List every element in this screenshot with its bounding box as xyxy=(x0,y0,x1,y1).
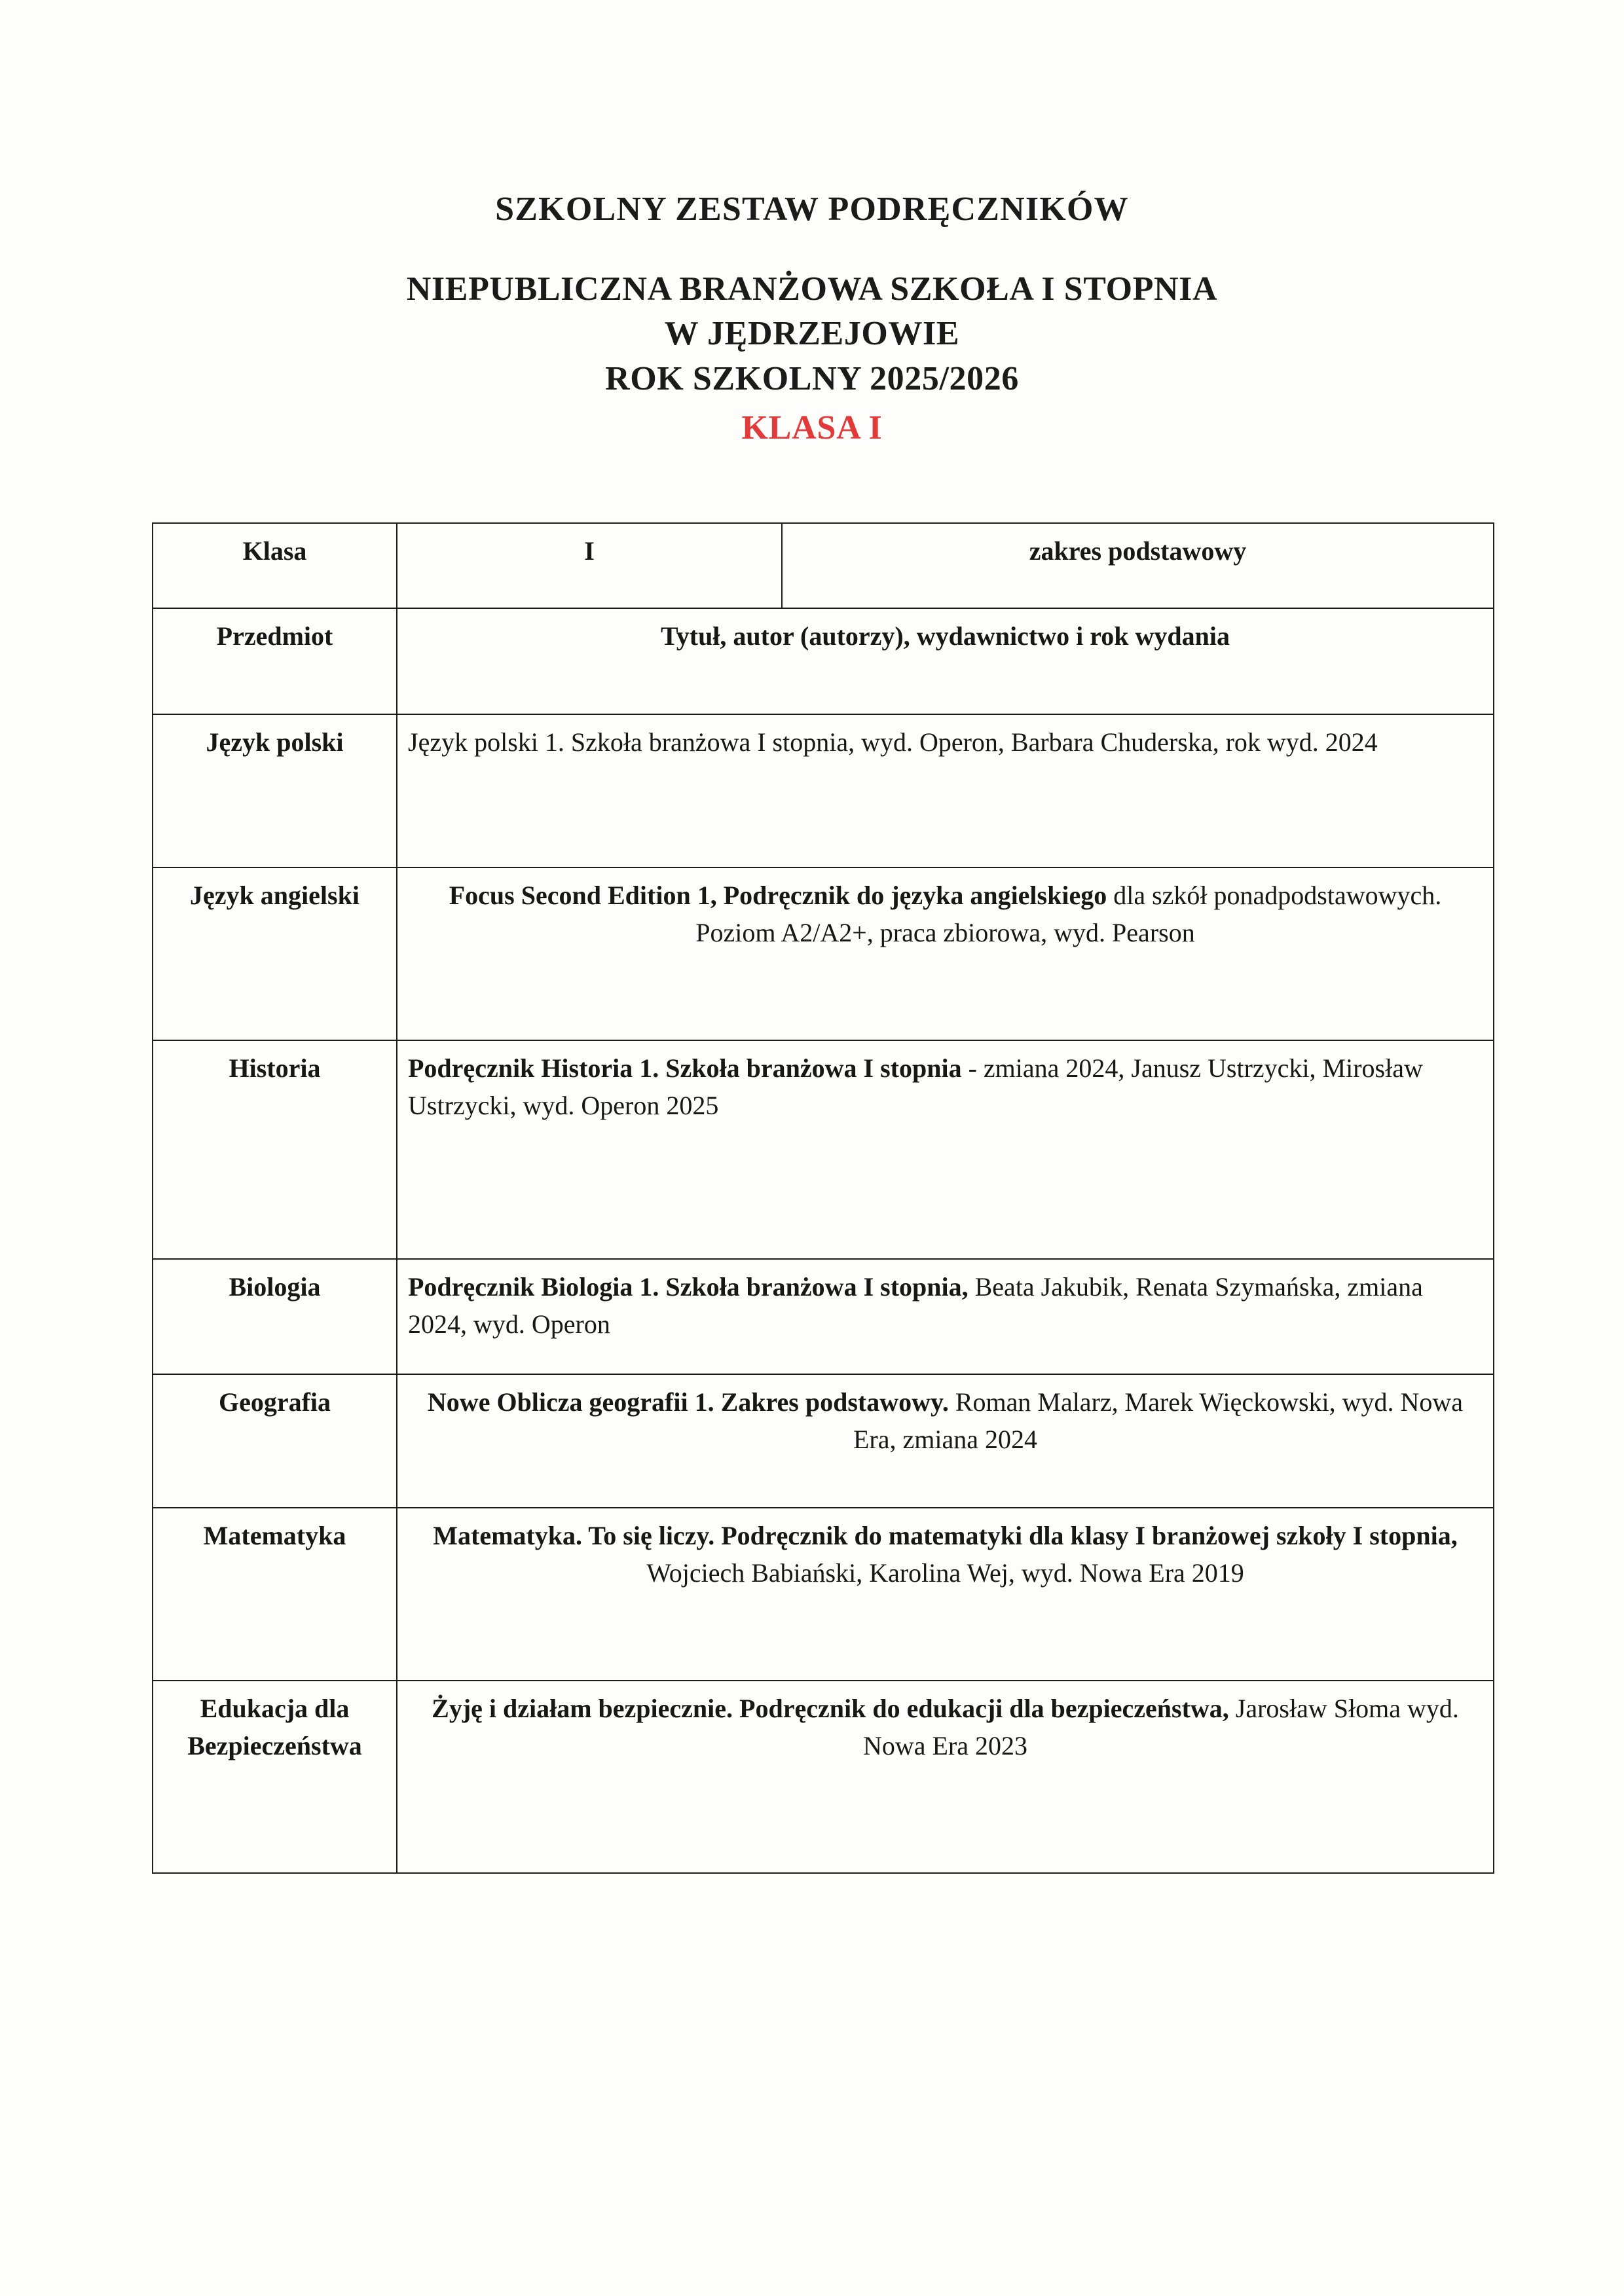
cell-subject-name: Język polski xyxy=(153,714,397,867)
cell-book-details xyxy=(397,1040,1494,1259)
table-row xyxy=(153,1508,1494,1681)
table-row xyxy=(153,1374,1494,1508)
school-city: W JĘDRZEJOWIE xyxy=(664,315,960,353)
cell-subject-name: Historia xyxy=(153,1040,397,1259)
books-table-container xyxy=(152,522,1493,1874)
books-table xyxy=(152,522,1494,1874)
cell-book-details xyxy=(397,867,1494,1040)
cell-book-details xyxy=(397,714,1494,867)
cell-subject-name: Matematyka xyxy=(153,1508,397,1681)
class-label: KLASA I xyxy=(741,409,883,446)
cell-subject-name xyxy=(153,1681,397,1873)
book-title-bold: Matematyka. To się liczy. Podręcznik do matematyki dla klasy I branżowej szkoły I stopnia, xyxy=(433,1521,1458,1550)
table-row-class-header xyxy=(153,523,1494,608)
book-text: Wojciech Babiański, Karolina Wej, wyd. Nowa Era 2019 xyxy=(646,1558,1244,1588)
cell-subject-name: Język angielski xyxy=(153,867,397,1040)
cell-subject-name: Geografia xyxy=(153,1374,397,1508)
cell-book-details xyxy=(397,1374,1494,1508)
book-title-bold: Podręcznik Historia 1. Szkoła branżowa I stopnia xyxy=(408,1053,962,1083)
book-title-bold: Żyję i działam bezpiecznie. Podręcznik do edukacji dla bezpieczeństwa, xyxy=(432,1694,1229,1723)
table-row xyxy=(153,714,1494,867)
page-title: SZKOLNY ZESTAW PODRĘCZNIKÓW xyxy=(495,191,1129,228)
cell-details-header: Tytuł, autor (autorzy), wydawnictwo i rok wydania xyxy=(397,608,1494,714)
book-text: Roman Malarz, Marek Więckowski, wyd. Nowa Era, zmiana 2024 xyxy=(853,1387,1464,1454)
table-row xyxy=(153,1259,1494,1374)
book-title-bold: Podręcznik Biologia 1. Szkoła branżowa I stopnia, xyxy=(408,1272,969,1302)
cell-klasa-value: I xyxy=(397,523,782,608)
book-text: Język polski 1. Szkoła branżowa I stopnia, wyd. Operon, Barbara Chuderska, rok wyd. 2024 xyxy=(408,727,1378,757)
book-title-bold: Focus Second Edition 1, Podręcznik do języka angielskiego xyxy=(449,881,1107,910)
table-row xyxy=(153,1040,1494,1259)
cell-scope-value: zakres podstawowy xyxy=(782,523,1494,608)
book-text: Jarosław Słoma wyd. Nowa Era 2023 xyxy=(862,1694,1459,1760)
cell-klasa-label: Klasa xyxy=(153,523,397,608)
subject-line-1: Edukacja dla xyxy=(200,1694,350,1723)
book-text: dla szkół ponadpodstawowych. Poziom A2/A2+, praca zbiorowa, wyd. Pearson xyxy=(695,881,1442,947)
cell-book-details xyxy=(397,1259,1494,1374)
book-title-bold: Nowe Oblicza geografii 1. Zakres podstawowy. xyxy=(427,1387,949,1417)
subject-line-2: Bezpieczeństwa xyxy=(187,1730,362,1760)
table-row-column-headers xyxy=(153,608,1494,714)
cell-book-details xyxy=(397,1681,1494,1873)
school-name: NIEPUBLICZNA BRANŻOWA SZKOŁA I STOPNIA xyxy=(406,270,1218,308)
document-headings xyxy=(0,190,1624,450)
table-row xyxy=(153,1681,1494,1873)
school-year: ROK SZKOLNY 2025/2026 xyxy=(605,360,1019,398)
cell-subject-name: Biologia xyxy=(153,1259,397,1374)
book-text: Beata Jakubik, Renata Szymańska, zmiana 2024, wyd. Operon xyxy=(408,1272,1423,1339)
book-text: - zmiana 2024, Janusz Ustrzycki, Mirosław Ustrzycki, wyd. Operon 2025 xyxy=(408,1053,1423,1120)
cell-book-details xyxy=(397,1508,1494,1681)
cell-subject-header: Przedmiot xyxy=(153,608,397,714)
table-row xyxy=(153,867,1494,1040)
